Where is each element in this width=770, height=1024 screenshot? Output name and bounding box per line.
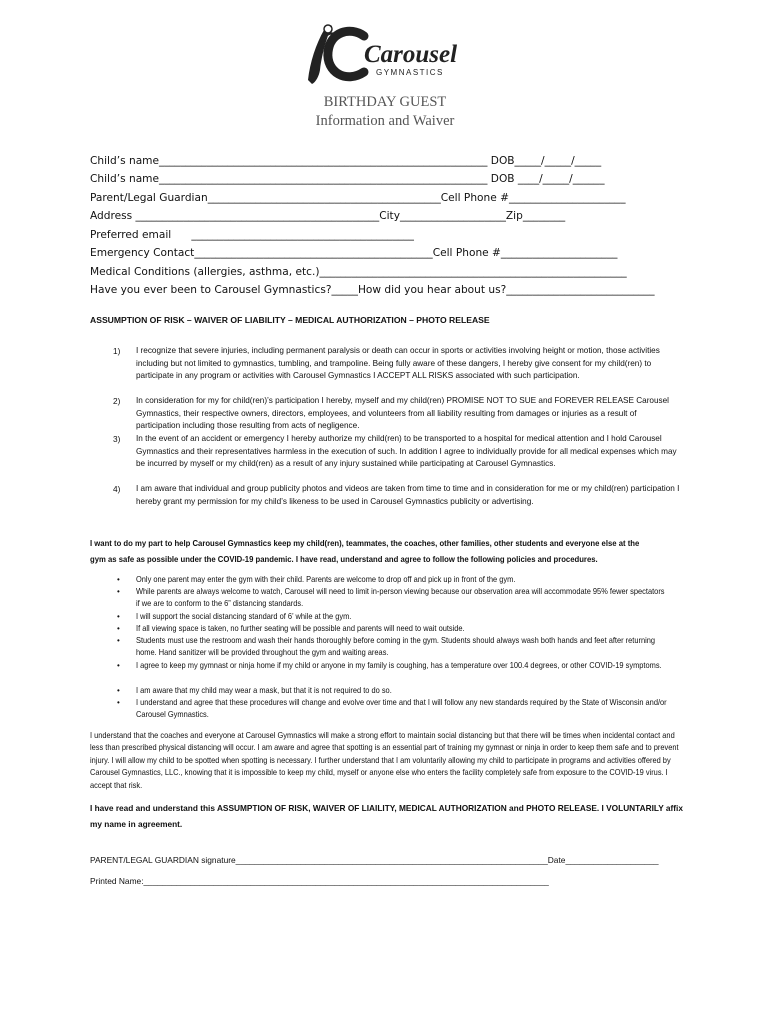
item-number: 2) bbox=[113, 396, 121, 406]
item-number: 3) bbox=[113, 434, 121, 444]
policy-item: I agree to keep my gymnast or ninja home if my child or anyone in my family is coughing, has a temperature over 100.4 degrees, or other COVID-19 symptoms. bbox=[136, 661, 662, 670]
address-field[interactable]: Address ______________________________________________City____________________Zip________ bbox=[90, 210, 566, 222]
waiver-title: ASSUMPTION OF RISK – WAIVER OF LIABILITY – MEDICAL AUTHORIZATION – PHOTO RELEASE bbox=[90, 315, 490, 325]
childs-name-field-1[interactable]: Child’s name______________________________________________________________ DOB_____/_____/_____ bbox=[90, 155, 602, 167]
waiver-item-text: In consideration for my for child(ren)’s participation I hereby, myself and my child(ren) PROMISE NOT TO SUE and FOREVER RELEASE Carousel Gymnastics, their respective owners, directors, employees, and volunteers from all liability resulting from damages or injuries as a result of participation including those resulting from acts of negligence. bbox=[136, 396, 669, 431]
waiver-item-text: In the event of an accident or emergency I hereby authorize my child(ren) to be transported to a hospital for medical attention and I hold Carousel Gymnastics and their representatives harmless in the execution of such. In addition I agree to individually provide for all medical expenses which may be incurred by myself or my child(ren) as a result of any injury sustained while participating at Carousel Gymnastics. bbox=[136, 434, 677, 469]
policy-item: Only one parent may enter the gym with their child. Parents are welcome to drop off and pick up in front of the gym. bbox=[136, 575, 516, 584]
item-number: 4) bbox=[113, 484, 121, 494]
preferred-email-field[interactable]: Preferred email __________________________________________ bbox=[90, 229, 414, 241]
waiver-item-text: I recognize that severe injuries, including permanent paralysis or death can occur in sports or activities involving height or motion, those activities including but not limited to gymnastics, tumbling, and trampoline. Being fully aware of these dangers, I hereby give consent for my child(ren) to participate in any program or activities with Carousel Gymnastics I ACCEPT ALL RISKS associated with such participation. bbox=[136, 346, 660, 381]
bullet-icon: • bbox=[117, 612, 120, 621]
bullet-icon: • bbox=[117, 661, 120, 670]
policy-item: I will support the social distancing standard of 6’ while at the gym. bbox=[136, 612, 352, 621]
policy-item: While parents are always welcome to watch, Carousel will need to limit in-person viewing because our observation area will accommodate 95% fewer spectators if we are to conform to the 6” distancing standards. bbox=[136, 587, 665, 609]
svg-text:Carousel: Carousel bbox=[364, 41, 458, 68]
agreement-statement: I have read and understand this ASSUMPTION OF RISK, WAIVER OF LIAILITY, MEDICAL AUTHORIZATION and PHOTO RELEASE. I VOLUNTARILY affix my name in agreement. bbox=[90, 803, 683, 829]
form-subtitle: Information and Waiver bbox=[315, 113, 455, 129]
bullet-icon: • bbox=[117, 636, 120, 645]
childs-name-field-2[interactable]: Child’s name______________________________________________________________ DOB ____/_____/______ bbox=[90, 173, 605, 185]
form-title: BIRTHDAY GUEST bbox=[323, 94, 447, 110]
bullet-icon: • bbox=[117, 698, 120, 707]
covid-statement: I understand that the coaches and everyone at Carousel Gymnastics will make a strong effort to maintain social distancing but that there will be times when incidental contact and less than prescribed physical distancing will occur. I am aware and agree that spotting is an essential part of training my gymnast or ninja in order to keep them safe and to prevent injury. I will allow my child to be spotted when spotting is necessary. I further understand that I am voluntarily allowing my child to participate in programs and activities offered by Carousel Gymnastics, LLC., knowing that it is impossible to keep my child, myself or anyone else who enters the facility completely safe from exposure to the COVID-19 virus. I accept that risk. bbox=[90, 731, 679, 790]
waiver-item-text: I am aware that individual and group publicity photos and videos are taken from time to time and in consideration for me or my child(ren) participation I hereby grant my permission for my child’s likeness to be used in Carousel Gymnastics publicity or advertising. bbox=[136, 484, 680, 506]
carousel-gymnastics-logo bbox=[302, 22, 467, 88]
covid-intro: I want to do my part to help Carousel Gymnastics keep my child(ren), teammates, the coaches, other families, other students and everyone else at the gym as safe as possible under the COVID-19 pandemic. I have read, understand and agree to follow the following policies and procedures. bbox=[90, 538, 640, 564]
policy-item: If all viewing space is taken, no further seating will be possible and parents will need to wait outside. bbox=[136, 624, 465, 633]
signature-field[interactable]: PARENT/LEGAL GUARDIAN signature___________________________________________________________________Date____________________ bbox=[90, 855, 659, 865]
bullet-icon: • bbox=[117, 686, 120, 695]
visited-before-field[interactable]: Have you ever been to Carousel Gymnastics?_____How did you hear about us?____________________________ bbox=[90, 284, 655, 296]
policy-item: Students must use the restroom and wash their hands thoroughly before coming in the gym. Students should always wash both hands and feet after returning home. Hand sanitizer will be provided throughout the gym and waiting areas. bbox=[136, 636, 656, 658]
bullet-icon: • bbox=[117, 624, 120, 633]
emergency-contact-field[interactable]: Emergency Contact_____________________________________________Cell Phone #______________________ bbox=[90, 247, 618, 259]
printed-name-field[interactable]: Printed Name:_______________________________________________________________________________________ bbox=[90, 876, 549, 886]
policy-item: I understand and agree that these procedures will change and evolve over time and that I will follow any new standards required by the State of Wisconsin and/or Carousel Gymnastics. bbox=[136, 698, 667, 720]
policy-item: I am aware that my child may wear a mask, but that it is not required to do so. bbox=[136, 686, 392, 695]
bullet-icon: • bbox=[117, 587, 120, 596]
parent-guardian-field[interactable]: Parent/Legal Guardian____________________________________________Cell Phone #______________________ bbox=[90, 192, 626, 204]
item-number: 1) bbox=[113, 346, 121, 356]
bullet-icon: • bbox=[117, 575, 120, 584]
svg-text:GYMNASTICS: GYMNASTICS bbox=[376, 68, 444, 77]
medical-conditions-field[interactable]: Medical Conditions (allergies, asthma, etc.)__________________________________________________________ bbox=[90, 266, 627, 278]
